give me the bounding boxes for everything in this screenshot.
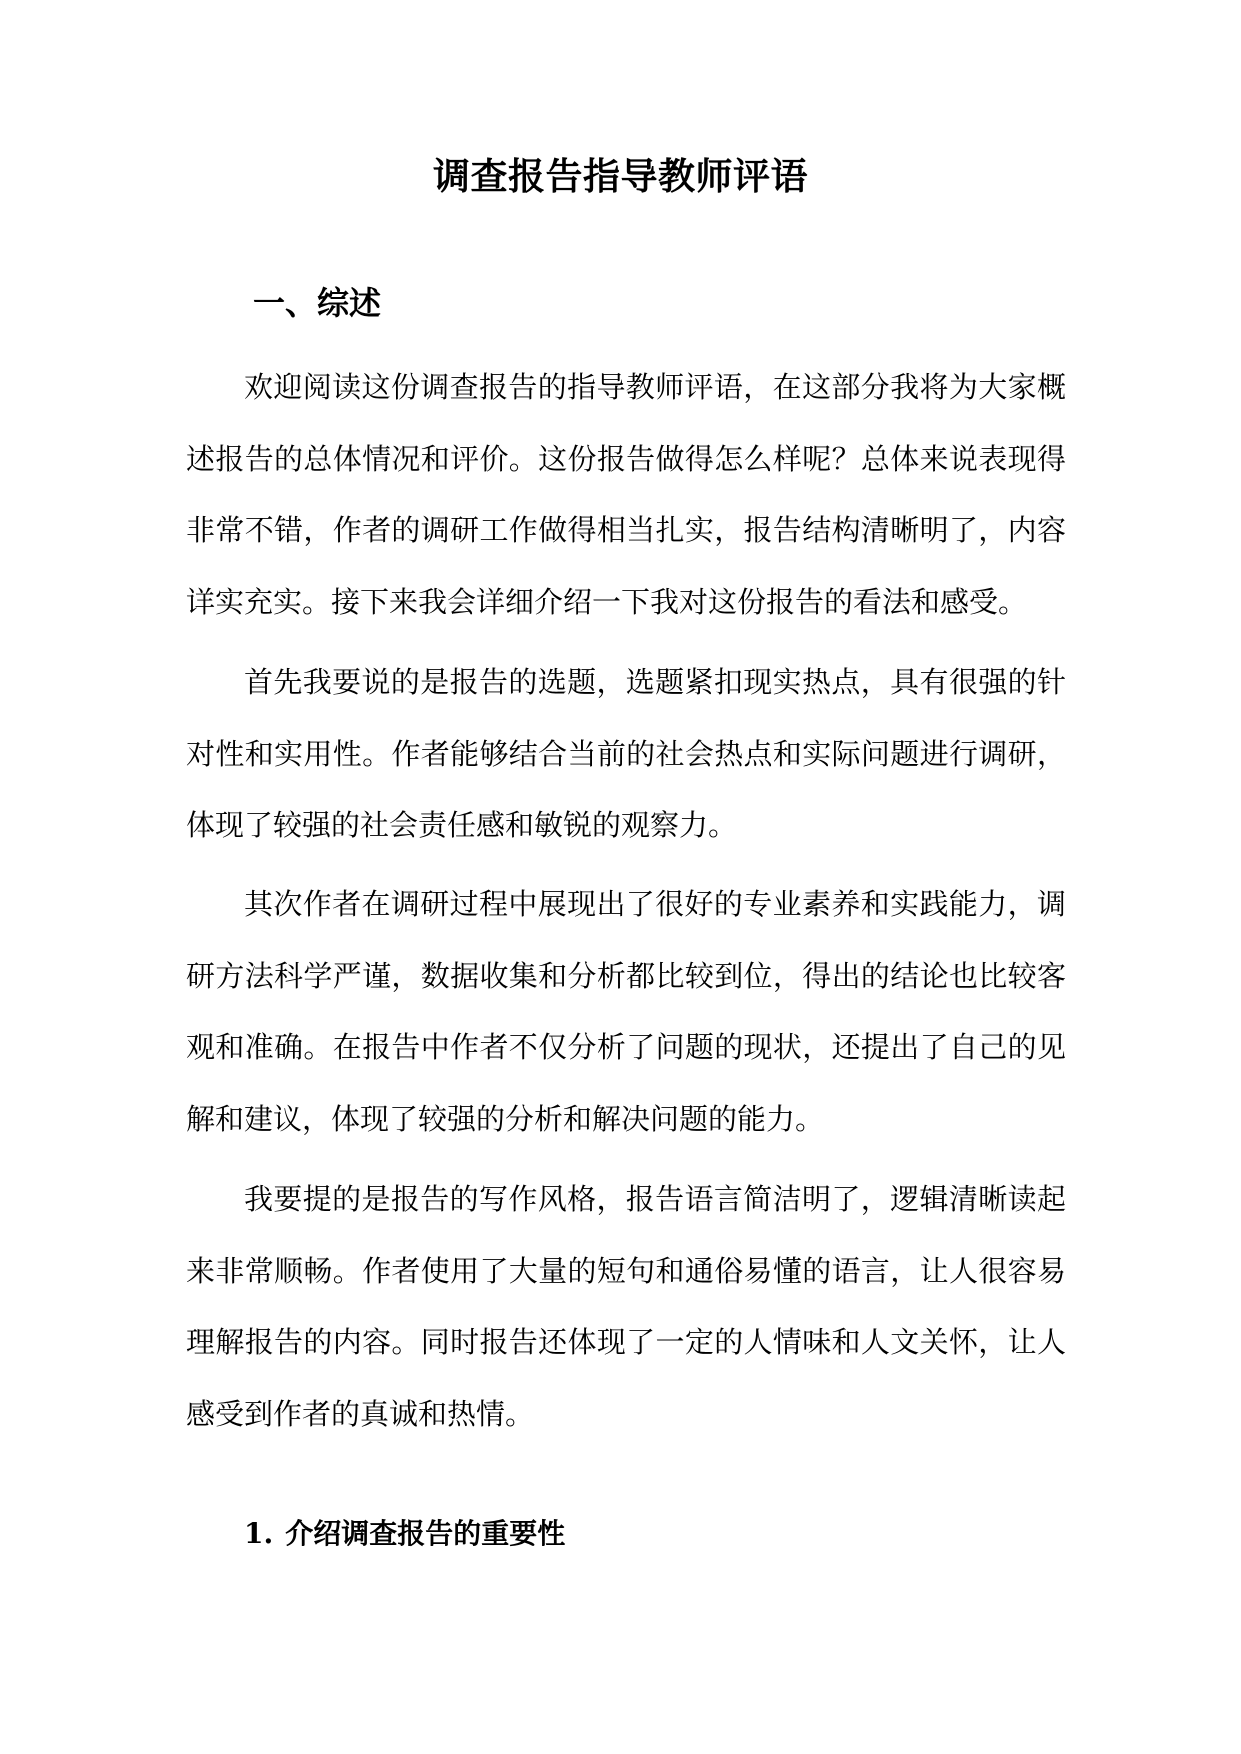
subsection-title: 介绍调查报告的重要性 — [285, 1517, 566, 1550]
section-heading-overview: 一、综述 — [253, 284, 382, 322]
subsection-number: 1. — [244, 1517, 274, 1550]
body-paragraph-3: 其次作者在调研过程中展现出了很好的专业素养和实践能力，调研方法科学严谨，数据收集和分析都比较到位，得出的结论也比较客观和准确。在报告中作者不仅分析了问题的现状，还提出了自己的见解和建议，体现了较强的分析和解决问题的能力。 — [186, 887, 1066, 1136]
document-title: 调查报告指导教师评语 — [433, 154, 808, 198]
body-paragraph-1: 欢迎阅读这份调查报告的指导教师评语，在这部分我将为大家概述报告的总体情况和评价。这份报告做得怎么样呢？总体来说表现得非常不错，作者的调研工作做得相当扎实，报告结构清晰明了，内容详实充实。接下来我会详细介绍一下我对这份报告的看法和感受。 — [186, 370, 1066, 619]
body-paragraph-2: 首先我要说的是报告的选题，选题紧扣现实热点，具有很强的针对性和实用性。作者能够结合当前的社会热点和实际问题进行调研，体现了较强的社会责任感和敏锐的观察力。 — [186, 665, 1066, 842]
subsection-heading — [244, 1512, 565, 1556]
body-paragraph-4: 我要提的是报告的写作风格，报告语言简洁明了，逻辑清晰读起来非常顺畅。作者使用了大量的短句和通俗易懂的语言，让人很容易理解报告的内容。同时报告还体现了一定的人情味和人文关怀，让人感受到作者的真诚和热情。 — [186, 1182, 1066, 1431]
